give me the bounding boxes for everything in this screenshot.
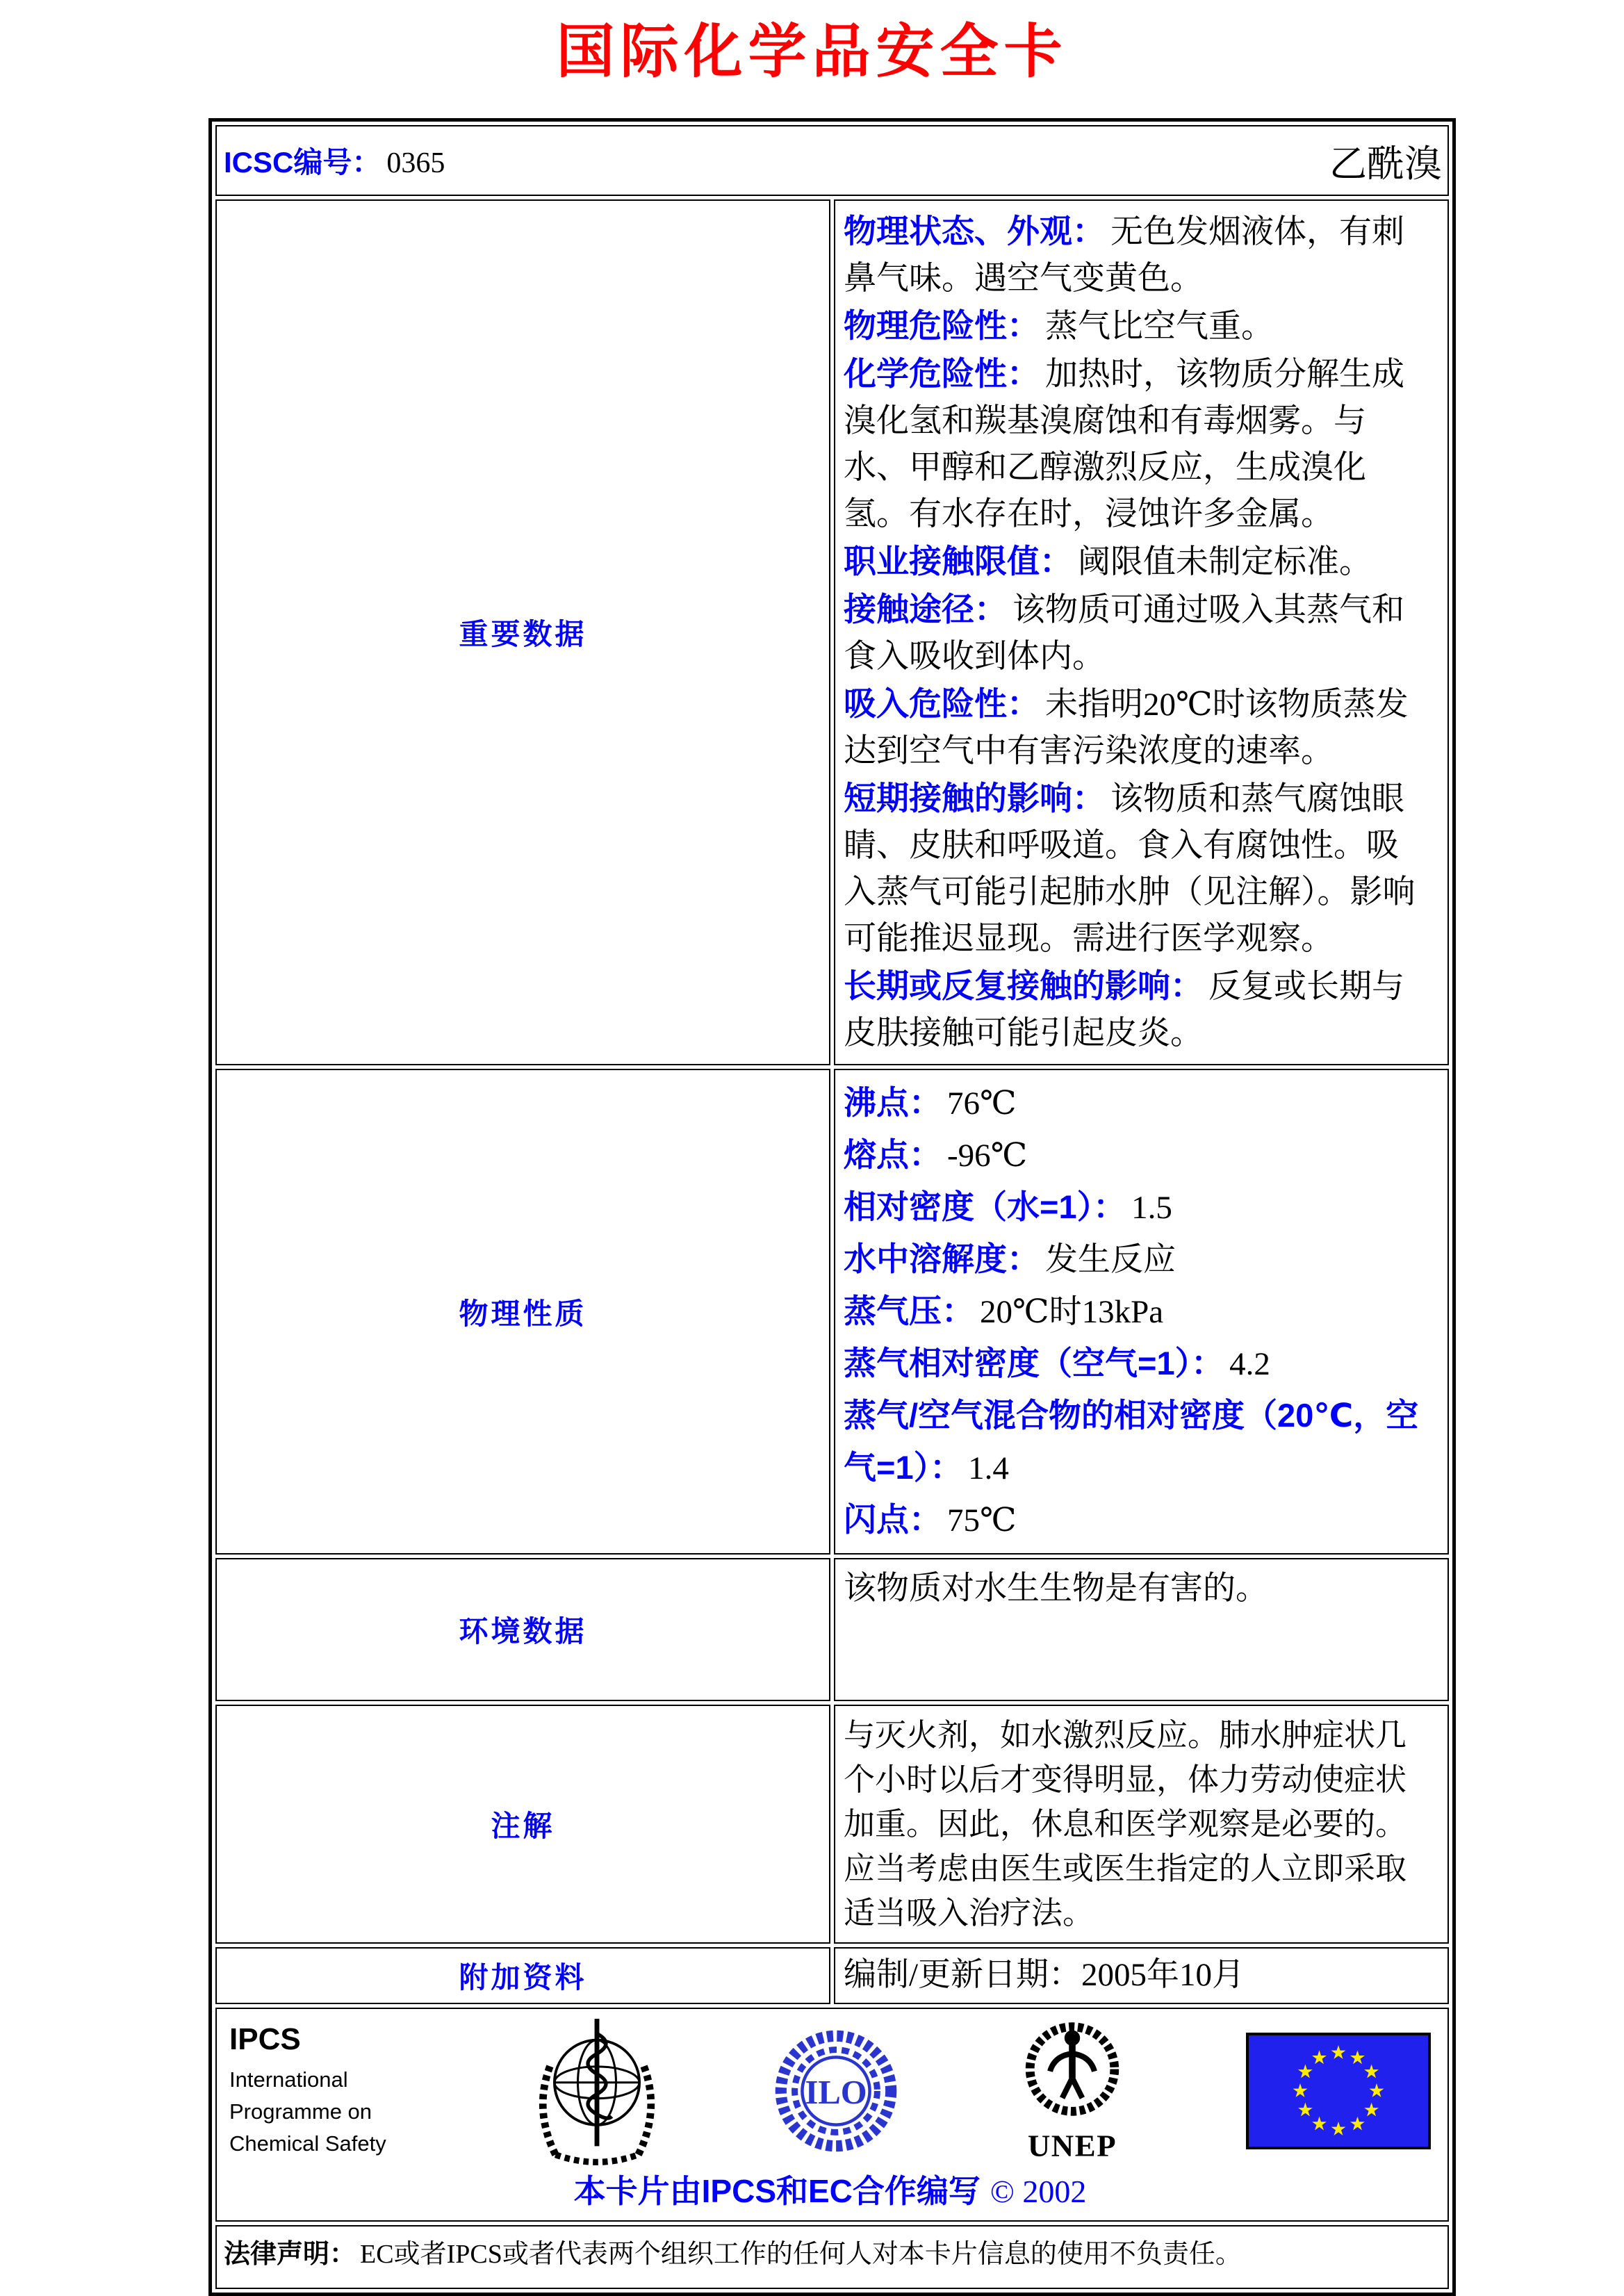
- environmental-text: 该物质对水生生物是有害的。: [844, 1571, 1268, 1607]
- item-term: 沸点：: [844, 1084, 942, 1121]
- icsc-card-table: [208, 118, 1456, 2296]
- section-label-additional-info: 附加资料: [459, 1961, 587, 1994]
- physical-item: [844, 1286, 1421, 1338]
- update-date-text: 编制/更新日期：2005年10月: [844, 1957, 1245, 1993]
- item-text: 未指明20℃时该物质蒸发达到空气中有害污染浓度的速率。: [844, 687, 1409, 769]
- environmental-data-label-cell: [215, 1558, 830, 1701]
- item-text: 20℃时13kPa: [980, 1294, 1164, 1330]
- item-text: 1.5: [1131, 1190, 1172, 1226]
- ilo-logo-icon: [773, 2028, 899, 2154]
- important-item: [844, 208, 1421, 302]
- ipcs-title: IPCS: [229, 2022, 301, 2056]
- important-item: [844, 680, 1421, 775]
- notes-row: [215, 1705, 1449, 1944]
- caption-text: 本卡片由IPCS和EC合作编写: [573, 2173, 981, 2209]
- physical-properties-row: [215, 1069, 1449, 1555]
- item-term: 化学危险性：: [844, 355, 1040, 392]
- legal-cell: [215, 2225, 1449, 2289]
- legal-row: [215, 2225, 1449, 2289]
- section-label-notes: 注解: [491, 1810, 555, 1842]
- environmental-data-content-cell: [834, 1558, 1449, 1701]
- physical-item: [844, 1077, 1421, 1129]
- physical-properties-content-cell: [834, 1069, 1449, 1555]
- physical-item: [844, 1494, 1421, 1546]
- physical-item: [844, 1129, 1421, 1181]
- important-item: [844, 538, 1421, 586]
- section-label-physical-properties: 物理性质: [459, 1297, 587, 1330]
- item-term: 职业接触限值：: [844, 543, 1072, 580]
- important-item: [844, 962, 1421, 1057]
- additional-info-label-cell: [215, 1947, 830, 2004]
- header-cell: [215, 125, 1449, 196]
- item-term: 物理状态、外观：: [844, 213, 1105, 249]
- ipcs-subtitle-line: Programme on: [229, 2099, 372, 2124]
- unep-logo-icon: [1017, 2020, 1128, 2163]
- important-item: [844, 586, 1421, 680]
- important-data-label-cell: [215, 199, 830, 1065]
- notes-content-cell: [834, 1705, 1449, 1944]
- item-text: 阈限值未制定标准。: [1078, 544, 1372, 580]
- important-item: [844, 775, 1421, 962]
- physical-item: [844, 1233, 1421, 1286]
- who-logo-icon: [539, 2016, 655, 2166]
- item-term: 接触途径：: [844, 591, 1007, 628]
- icsc-number-value: 0365: [386, 147, 445, 179]
- footer-caption: [229, 2166, 1431, 2215]
- item-text: 发生反应: [1045, 1242, 1176, 1278]
- section-label-environmental-data: 环境数据: [459, 1615, 587, 1648]
- icsc-number-label: ICSC编号：: [224, 146, 382, 179]
- ipcs-subtitle-line: International: [229, 2067, 348, 2092]
- ipcs-text-block: [229, 2022, 420, 2160]
- notes-text: 与灭火剂，如水激烈反应。肺水肿症状几个小时以后才变得明显，体力劳动使症状加重。因此，休息和医学观察是必要的。应当考虑由医生或医生指定的人立即采取适当吸入治疗法。: [844, 1718, 1407, 1930]
- important-item: [844, 350, 1421, 538]
- ipcs-subtitle-line: Chemical Safety: [229, 2131, 386, 2156]
- item-text: 75℃: [947, 1502, 1017, 1539]
- environmental-data-row: [215, 1558, 1449, 1701]
- item-term: 蒸气/空气混合物的相对密度（20℃，空气=1）：: [844, 1397, 1419, 1486]
- important-data-content-cell: [834, 199, 1449, 1065]
- item-term: 闪点：: [844, 1501, 942, 1538]
- additional-info-row: [215, 1947, 1449, 2004]
- item-text: 该物质和蒸气腐蚀眼睛、皮肤和呼吸道。食入有腐蚀性。吸入蒸气可能引起肺水肿（见注解）。影响可能推迟显现。需进行医学观察。: [844, 781, 1416, 957]
- physical-item: [844, 1181, 1421, 1233]
- legal-notice: [224, 2236, 1441, 2272]
- page-title: 国际化学品安全卡: [556, 20, 1068, 85]
- item-term: 吸入危险性：: [844, 685, 1040, 722]
- item-term: 蒸气相对密度（空气=1）：: [844, 1345, 1224, 1381]
- item-text: 反复或长期与皮肤接触可能引起皮炎。: [844, 969, 1404, 1051]
- notes-label-cell: [215, 1705, 830, 1944]
- header-row: [215, 125, 1449, 196]
- important-data-row: [215, 199, 1449, 1065]
- eu-flag-icon: [1246, 2033, 1431, 2149]
- unep-logo-text: UNEP: [1027, 2127, 1117, 2163]
- legal-text: EC或者IPCS或者代表两个组织工作的任何人对本卡片信息的使用不负责任。: [360, 2240, 1242, 2269]
- item-term: 蒸气压：: [844, 1293, 974, 1329]
- item-term: 水中溶解度：: [844, 1240, 1040, 1277]
- physical-item: [844, 1390, 1421, 1494]
- footer-cell: [215, 2008, 1449, 2222]
- item-text: 无色发烟液体，有刺鼻气味。遇空气变黄色。: [844, 214, 1404, 297]
- item-text: 4.2: [1229, 1346, 1270, 1382]
- icsc-number-group: [224, 140, 445, 181]
- item-text: 76℃: [947, 1085, 1017, 1122]
- item-text: 1.4: [968, 1450, 1009, 1486]
- section-label-important-data: 重要数据: [459, 618, 587, 650]
- copyright-text: © 2002: [990, 2174, 1087, 2209]
- item-term: 物理危险性：: [844, 307, 1040, 344]
- legal-label: 法律声明：: [224, 2240, 356, 2269]
- item-text: -96℃: [947, 1138, 1028, 1174]
- item-term: 长期或反复接触的影响：: [844, 967, 1203, 1004]
- important-item: [844, 302, 1421, 350]
- logo-row: [229, 2016, 1431, 2166]
- item-text: 该物质可通过吸入其蒸气和食入吸收到体内。: [844, 592, 1404, 675]
- additional-info-content-cell: [834, 1947, 1449, 2004]
- chemical-name: 乙酰溴: [1329, 142, 1442, 185]
- physical-item: [844, 1338, 1421, 1390]
- item-text: 蒸气比空气重。: [1045, 309, 1274, 345]
- item-term: 相对密度（水=1）：: [844, 1188, 1126, 1225]
- ilo-logo-text: ILO: [805, 2074, 867, 2111]
- footer-row: [215, 2008, 1449, 2222]
- item-text: 加热时，该物质分解生成溴化氢和羰基溴腐蚀和有毒烟雾。与水、甲醇和乙醇激烈反应，生成溴化氢。有水存在时，浸蚀许多金属。: [844, 356, 1404, 532]
- item-term: 熔点：: [844, 1136, 942, 1173]
- physical-properties-label-cell: [215, 1069, 830, 1555]
- item-term: 短期接触的影响：: [844, 780, 1105, 817]
